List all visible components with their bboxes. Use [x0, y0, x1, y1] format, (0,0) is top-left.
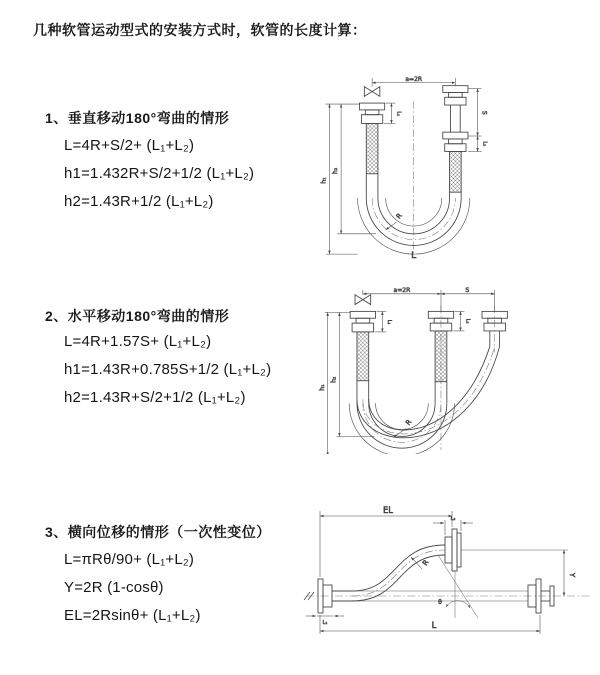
centerlines: [304, 592, 592, 600]
valve-icon: [355, 295, 371, 305]
dim-l1-label: L₁: [395, 111, 402, 117]
dim-span-label: a=2R: [393, 286, 411, 294]
section-3-heading: [45, 522, 271, 542]
section-1-title: 垂直移动180°弯曲的情形: [67, 110, 230, 126]
radius-label: R: [404, 418, 414, 427]
section-1-heading: [45, 108, 229, 128]
centerlines: [441, 306, 495, 451]
valve-icon: [364, 87, 379, 97]
section-3-formulas: [64, 546, 201, 630]
section-1-number: 1、: [45, 110, 68, 126]
hose-assembly: [318, 529, 554, 618]
section-2-heading: [45, 306, 229, 326]
section-3-title: 横向位移的情形（一次性变位）: [67, 524, 271, 540]
dim-l1-label: L₁: [386, 319, 393, 325]
dim-s-label: S: [480, 110, 488, 115]
braided-hose-left: [357, 332, 369, 381]
diagram-lateral-displacement: [300, 503, 595, 643]
dim-l2-label: L₂: [464, 318, 471, 324]
dim-h2-label: h₂: [332, 167, 340, 174]
formula-line: h1=1.43R+0.785S+1/2 (L₁+L₂): [64, 361, 272, 378]
radius-label: R: [421, 558, 431, 568]
radius-label: R: [394, 211, 404, 221]
dim-l1-label: L₁: [322, 620, 328, 626]
dim-span-label: a=2R: [405, 75, 423, 83]
formula-line: h2=1.43R+1/2 (L₁+L₂): [64, 193, 214, 210]
dim-l2-label: L₂: [481, 141, 488, 147]
diagram-vertical-180-bend: [314, 74, 558, 260]
dim-y-label: Y: [568, 572, 576, 578]
formula-line: L=4R+1.57S+ (L₁+L₂): [64, 333, 212, 350]
diagram-horizontal-180-bend: [314, 286, 566, 454]
dim-h1-label: h₁: [320, 177, 328, 184]
dim-l2-label: L₂: [450, 516, 456, 522]
dim-s-label: S: [465, 286, 470, 294]
section-2-formulas: [64, 328, 271, 412]
dimensions: [306, 506, 576, 634]
section-2-title: 水平移动180°弯曲的情形: [67, 308, 230, 324]
page-title: 几种软管运动型式的安装方式时，软管的长度计算：: [33, 22, 367, 38]
length-label: L: [411, 250, 417, 260]
dim-el-label: EL: [382, 506, 394, 516]
dim-h1-label: h₁: [318, 384, 326, 391]
braided-hose-middle: [435, 331, 447, 382]
dim-h2-label: h₂: [330, 376, 338, 383]
formula-line: L=4R+S/2+ (L₁+L₂): [64, 137, 195, 154]
formula-line: L=πRθ/90+ (L₁+L₂): [64, 551, 195, 568]
formula-line: h2=1.43R+S/2+1/2 (L₁+L₂): [64, 389, 246, 406]
hose-assembly: [349, 295, 507, 454]
formula-line: Y=2R (1-cosθ): [64, 579, 164, 596]
braided-hose-left: [366, 123, 378, 173]
braided-hose-right: [450, 152, 462, 193]
angle-theta-label: θ: [438, 599, 442, 606]
section-2-number: 2、: [45, 308, 68, 324]
formula-line: EL=2Rsinθ+ (L₁+L₂): [64, 607, 201, 624]
section-3-number: 3、: [45, 524, 68, 540]
section-1-formulas: [64, 132, 254, 216]
formula-line: h1=1.432R+S/2+1/2 (L₁+L₂): [64, 165, 255, 182]
dim-l-label: L: [431, 621, 437, 631]
